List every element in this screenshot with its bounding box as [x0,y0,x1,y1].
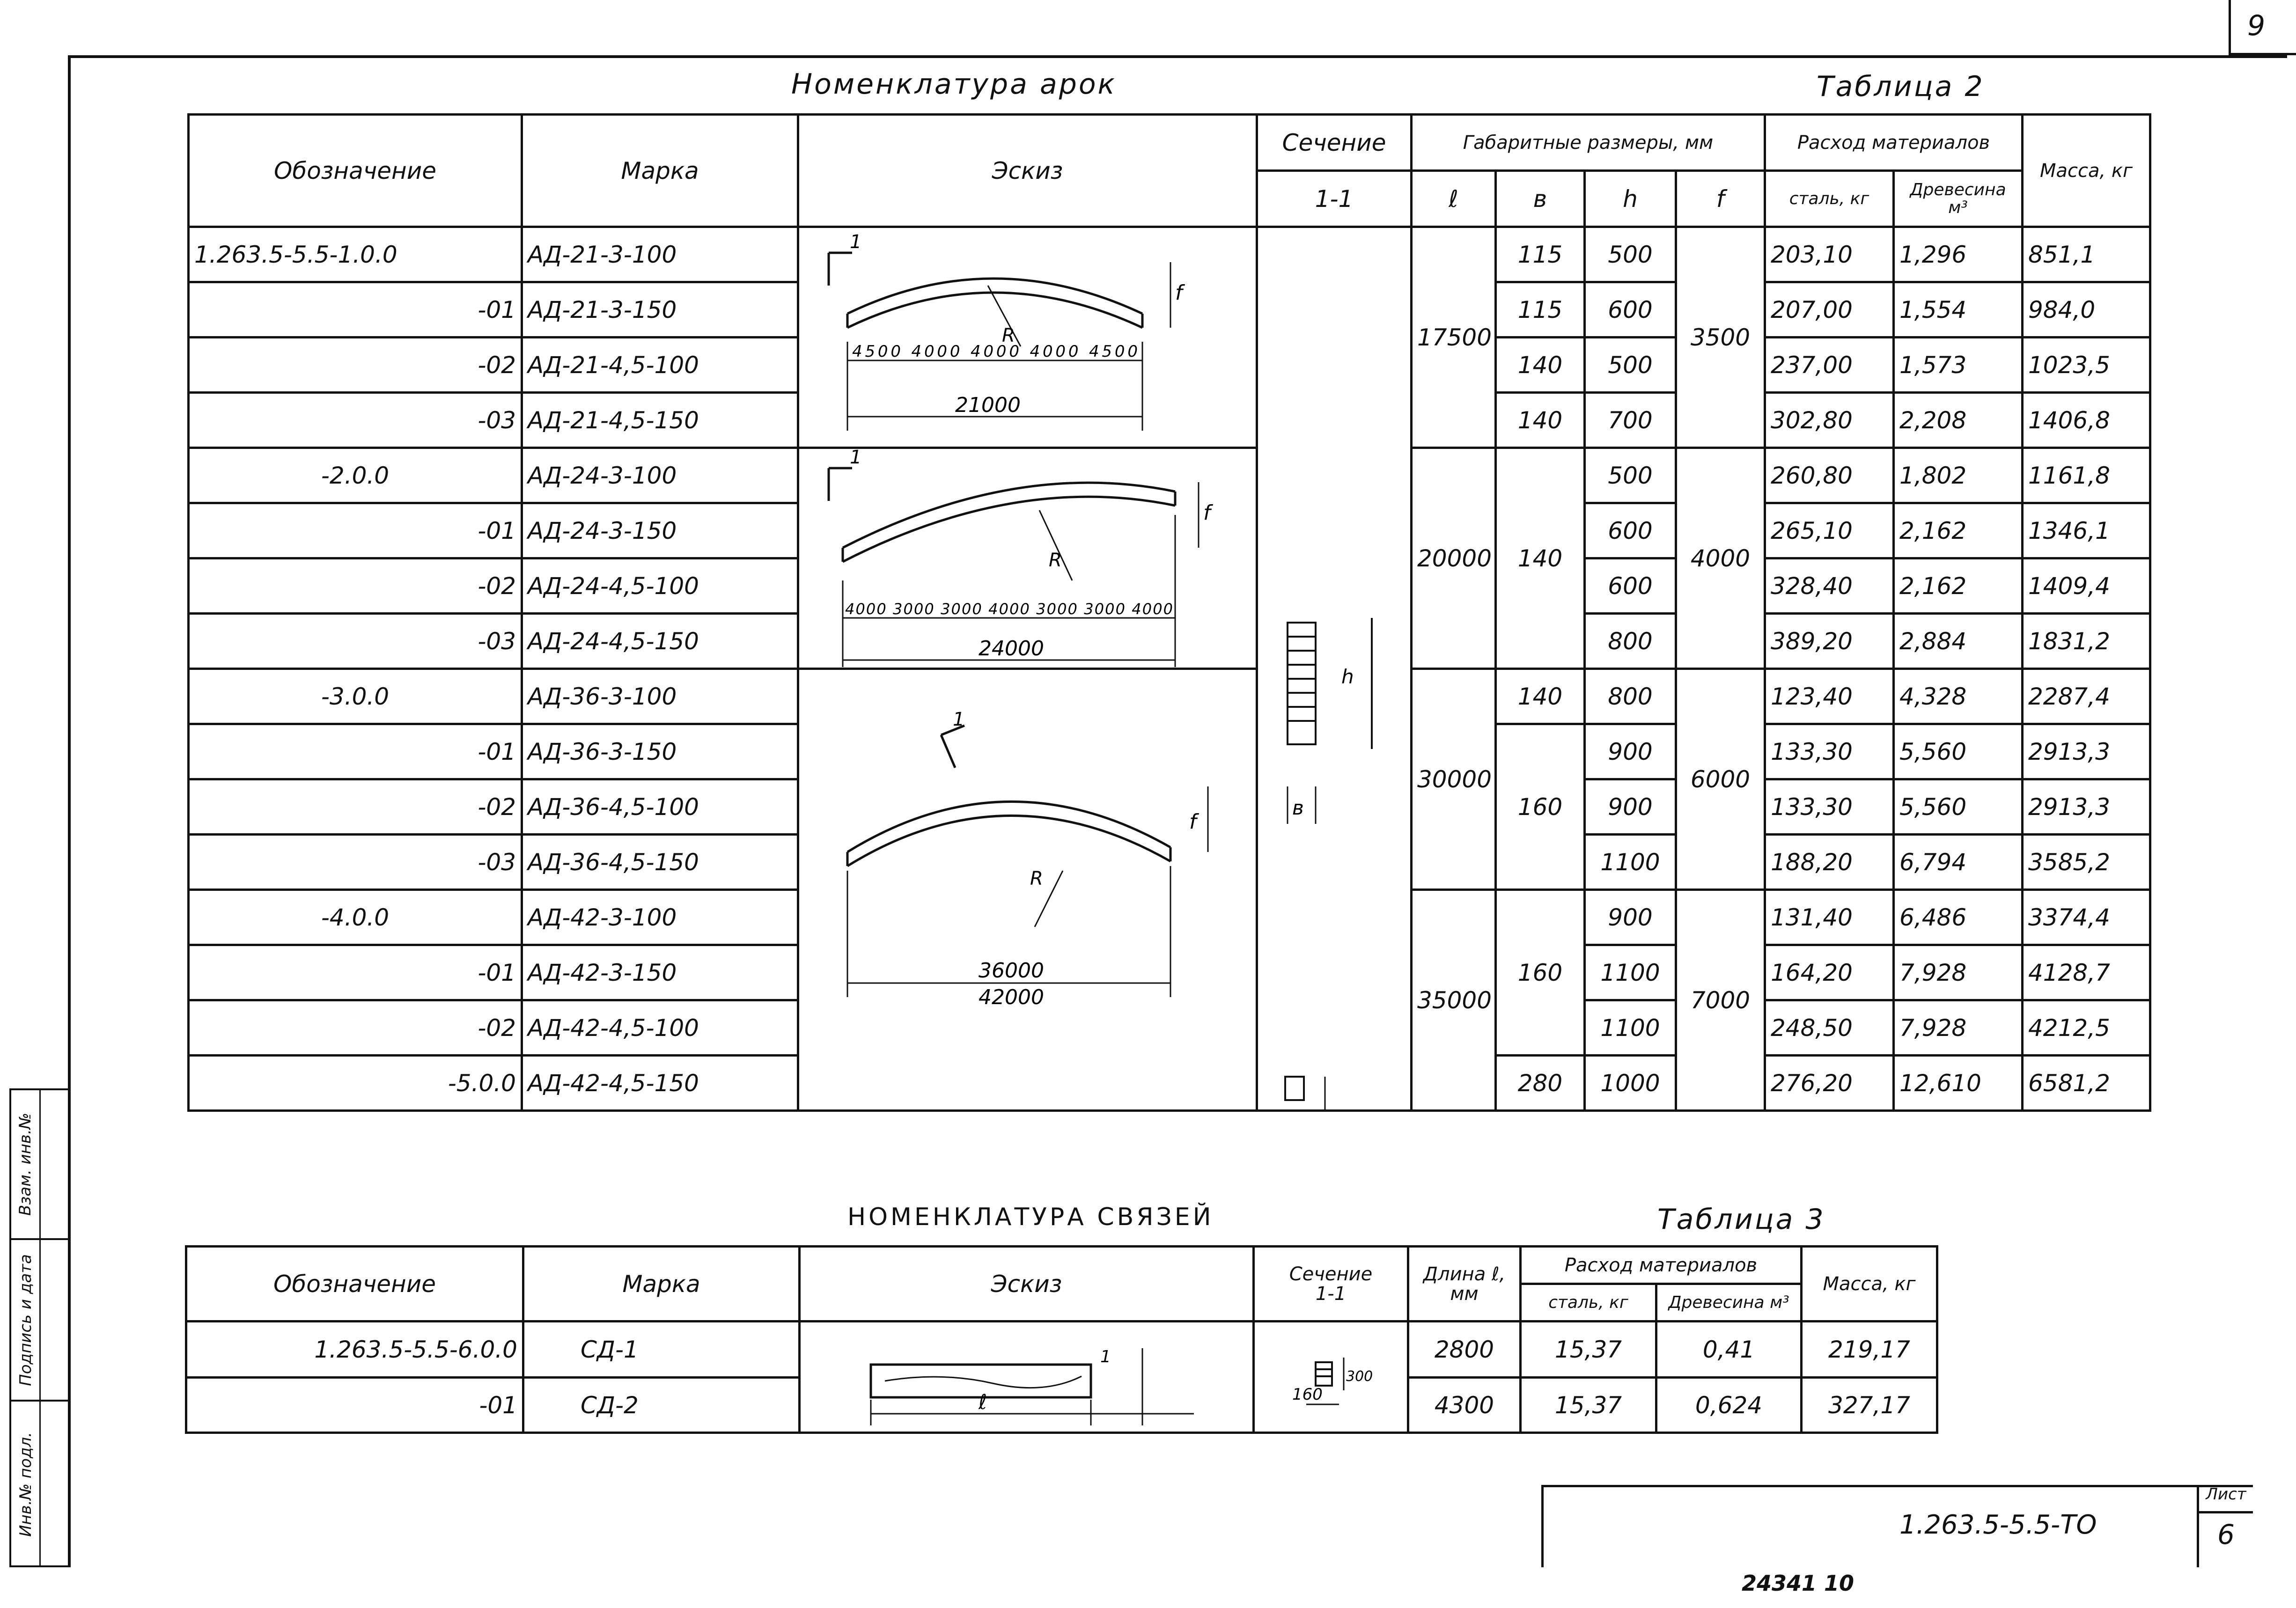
designation-cell: -3.0.0 [189,669,522,724]
mass-cell: 327,17 [1802,1378,1937,1433]
sheet-number: 6 [2217,1519,2235,1550]
mass-cell: 851,1 [2023,227,2150,282]
stamp-cell-replace: Взам. инв.№ [11,1090,68,1240]
b-cell: 280 [1496,1056,1585,1111]
header-dimensions: Габаритные размеры, мм [1412,115,1765,171]
h-cell: 700 [1585,393,1676,448]
steel-cell: 123,40 [1765,669,1894,724]
designation-cell: -5.0.0 [189,1056,522,1111]
steel-cell: 203,10 [1765,227,1894,282]
steel-cell: 15,37 [1521,1322,1656,1378]
designation-cell: -02 [189,779,522,835]
table2-label: Таблица 2 [1817,70,1985,103]
header-wood: Древесина м³ [1894,171,2023,227]
mass-cell: 2287,4 [2023,669,2150,724]
mass-cell: 3585,2 [2023,835,2150,890]
mark-cell: СД-2 [523,1378,800,1433]
b-cell: 160 [1496,724,1585,890]
wood-cell: 1,296 [1894,227,2023,282]
b-cell: 160 [1496,890,1585,1056]
table3-label: Таблица 3 [1657,1203,1825,1236]
wood-cell: 5,560 [1894,724,2023,779]
sheet-box [2197,1485,2253,1567]
b-cell: 140 [1496,393,1585,448]
section-marker: 1 [850,231,862,253]
b-cell: 140 [1496,448,1585,669]
wood-cell: 7,928 [1894,1000,2023,1056]
steel-cell: 133,30 [1765,724,1894,779]
steel-cell: 133,30 [1765,779,1894,835]
mark-cell: АД-21-3-150 [522,282,798,338]
header-dim-h: h [1585,171,1676,227]
steel-cell: 302,80 [1765,393,1894,448]
mark-cell: АД-36-3-100 [522,669,798,724]
section-marker: 1 [953,709,965,730]
mass-cell: 1023,5 [2023,338,2150,393]
wood-cell: 6,794 [1894,835,2023,890]
length-cell: 2800 [1408,1322,1521,1378]
f-cell: 7000 [1676,890,1765,1111]
header-designation: Обозначение [189,115,522,227]
total-dim: 24000 [979,637,1044,661]
h-cell: 1000 [1585,1056,1676,1111]
steel-cell: 389,20 [1765,614,1894,669]
designation-cell: -4.0.0 [189,890,522,945]
sheet-label: Лист [2199,1485,2253,1513]
mass-cell: 984,0 [2023,282,2150,338]
wood-cell: 1,554 [1894,282,2023,338]
h-cell: 800 [1585,614,1676,669]
b-cell: 115 [1496,282,1585,338]
header-mark: Марка [523,1247,800,1322]
h-cell: 500 [1585,448,1676,503]
f-cell: 6000 [1676,669,1765,890]
tie-sketch [838,1329,1213,1437]
mass-cell: 2913,3 [2023,779,2150,835]
header-length: Длина ℓ, мм [1408,1247,1521,1322]
corner-number-box [2229,0,2296,55]
designation-cell: -03 [189,835,522,890]
f-marker: f [1203,501,1211,525]
h-cell: 500 [1585,227,1676,282]
header-materials: Расход материалов [1521,1247,1802,1284]
designation-cell: -01 [189,945,522,1000]
l-cell: 20000 [1412,448,1496,669]
corner-number: 9 [2247,9,2266,42]
mass-cell: 2913,3 [2023,724,2150,779]
mass-cell: 4128,7 [2023,945,2150,1000]
r-marker: R [1030,868,1043,889]
steel-cell: 188,20 [1765,835,1894,890]
section-sketch [1259,609,1400,1123]
f-cell: 4000 [1676,448,1765,669]
wood-cell: 7,928 [1894,945,2023,1000]
b-cell: 140 [1496,338,1585,393]
designation-cell: -03 [189,393,522,448]
mass-cell: 1346,1 [2023,503,2150,558]
header-sketch: Эскиз [798,115,1257,227]
header-wood: Древесина м³ [1656,1284,1802,1322]
r-marker: R [1002,325,1015,346]
l-marker: ℓ [979,1390,987,1414]
mass-cell: 6581,2 [2023,1056,2150,1111]
wood-cell: 2,162 [1894,558,2023,614]
arch-36-42-sketch [801,674,1250,1009]
header-sketch: Эскиз [800,1247,1254,1322]
title-block [1541,1485,2253,1567]
stamp-strip [9,1088,68,1567]
header-mark: Марка [522,115,798,227]
mark-cell: АД-42-4,5-100 [522,1000,798,1056]
b-cell: 115 [1496,227,1585,282]
h-cell: 800 [1585,669,1676,724]
inner-dim: 36000 [979,959,1044,983]
mark-cell: АД-24-3-150 [522,503,798,558]
f-marker: f [1189,810,1197,834]
l-cell: 17500 [1412,227,1496,448]
arch-21-sketch [801,231,1250,449]
mass-cell: 1161,8 [2023,448,2150,503]
mark-cell: АД-36-4,5-150 [522,835,798,890]
header-mass: Масса, кг [1802,1247,1937,1322]
h-cell: 1100 [1585,945,1676,1000]
header-section-sub: 1-1 [1257,171,1412,227]
header-steel: сталь, кг [1765,171,1894,227]
mark-cell: АД-21-4,5-100 [522,338,798,393]
mark-cell: АД-24-4,5-100 [522,558,798,614]
designation-cell: -01 [189,724,522,779]
stamp-cell-inventory: Инв.№ подл. [16,1432,35,1537]
total-dim: 21000 [955,393,1021,417]
steel-cell: 328,40 [1765,558,1894,614]
designation-cell: -01 [186,1378,523,1433]
l-cell: 35000 [1412,890,1496,1111]
header-materials: Расход материалов [1765,115,2023,171]
steel-cell: 276,20 [1765,1056,1894,1111]
designation-cell: -01 [189,282,522,338]
h-cell: 600 [1585,503,1676,558]
mark-cell: АД-21-4,5-150 [522,393,798,448]
header-steel: сталь, кг [1521,1284,1656,1322]
h-cell: 900 [1585,890,1676,945]
mark-cell: АД-42-3-100 [522,890,798,945]
arch-24-sketch [801,449,1250,669]
wood-cell: 2,162 [1894,503,2023,558]
designation-cell: 1.263.5-5.5-1.0.0 [189,227,522,282]
designation-cell: -01 [189,503,522,558]
b-marker: в [1292,796,1304,819]
table3-title: НОМЕНКЛАТУРА СВЯЗЕЙ [847,1203,1214,1231]
mark-cell: АД-42-3-150 [522,945,798,1000]
mark-cell: АД-36-4,5-100 [522,779,798,835]
length-cell: 4300 [1408,1378,1521,1433]
wood-cell: 2,208 [1894,393,2023,448]
section-width: 160 [1292,1385,1323,1404]
header-section: Сечение 1-1 [1254,1247,1408,1322]
l-cell: 30000 [1412,669,1496,890]
footer-number: 24341 10 [1742,1571,1854,1596]
header-dim-l: ℓ [1412,171,1496,227]
header-designation: Обозначение [186,1247,523,1322]
wood-cell: 5,560 [1894,779,2023,835]
steel-cell: 265,10 [1765,503,1894,558]
steel-cell: 237,00 [1765,338,1894,393]
span-dims: 4000 3000 3000 4000 3000 3000 4000 [845,600,1173,618]
stamp-cell-signature: Подпись и дата [11,1240,68,1402]
mark-cell: АД-24-4,5-150 [522,614,798,669]
table2-title: Номенклатура арок [791,68,1117,101]
mass-cell: 1409,4 [2023,558,2150,614]
steel-cell: 15,37 [1521,1378,1656,1433]
h-cell: 900 [1585,724,1676,779]
section-height: 300 [1346,1368,1373,1385]
designation-cell: -02 [189,558,522,614]
h-cell: 500 [1585,338,1676,393]
steel-cell: 131,40 [1765,890,1894,945]
designation-cell: 1.263.5-5.5-6.0.0 [186,1322,523,1378]
designation-cell: -02 [189,1000,522,1056]
b-cell: 140 [1496,669,1585,724]
h-cell: 600 [1585,558,1676,614]
h-cell: 600 [1585,282,1676,338]
h-cell: 1100 [1585,1000,1676,1056]
wood-cell: 12,610 [1894,1056,2023,1111]
designation-cell: -2.0.0 [189,448,522,503]
mass-cell: 219,17 [1802,1322,1937,1378]
wood-cell: 2,884 [1894,614,2023,669]
steel-cell: 260,80 [1765,448,1894,503]
mark-cell: АД-42-4,5-150 [522,1056,798,1111]
h-cell: 900 [1585,779,1676,835]
steel-cell: 207,00 [1765,282,1894,338]
wood-cell: 0,624 [1656,1378,1802,1433]
steel-cell: 248,50 [1765,1000,1894,1056]
section-marker: 1 [1100,1347,1111,1366]
wood-cell: 0,41 [1656,1322,1802,1378]
wood-cell: 1,802 [1894,448,2023,503]
mark-cell: АД-21-3-100 [522,227,798,282]
steel-cell: 164,20 [1765,945,1894,1000]
designation-cell: -03 [189,614,522,669]
tie-section-sketch [1264,1348,1372,1432]
r-marker: R [1049,550,1062,571]
header-dim-b: в [1496,171,1585,227]
section-marker: 1 [850,447,862,468]
mass-cell: 3374,4 [2023,890,2150,945]
mark-cell: СД-1 [523,1322,800,1378]
mark-cell: АД-24-3-100 [522,448,798,503]
f-marker: f [1175,281,1183,305]
mark-cell: АД-36-3-150 [522,724,798,779]
f-cell: 3500 [1676,227,1765,448]
wood-cell: 4,328 [1894,669,2023,724]
wood-cell: 1,573 [1894,338,2023,393]
mass-cell: 4212,5 [2023,1000,2150,1056]
h-cell: 1100 [1585,835,1676,890]
h-marker: h [1341,665,1354,688]
header-dim-f: f [1676,171,1765,227]
wood-cell: 6,486 [1894,890,2023,945]
document-code: 1.263.5-5.5-ТО [1899,1510,2097,1540]
designation-cell: -02 [189,338,522,393]
total-dim: 42000 [979,985,1044,1009]
header-mass: Масса, кг [2023,115,2150,227]
header-section: Сечение [1257,115,1412,171]
span-dims: 4500 4000 4000 4000 4500 [852,342,1138,361]
mass-cell: 1831,2 [2023,614,2150,669]
mass-cell: 1406,8 [2023,393,2150,448]
